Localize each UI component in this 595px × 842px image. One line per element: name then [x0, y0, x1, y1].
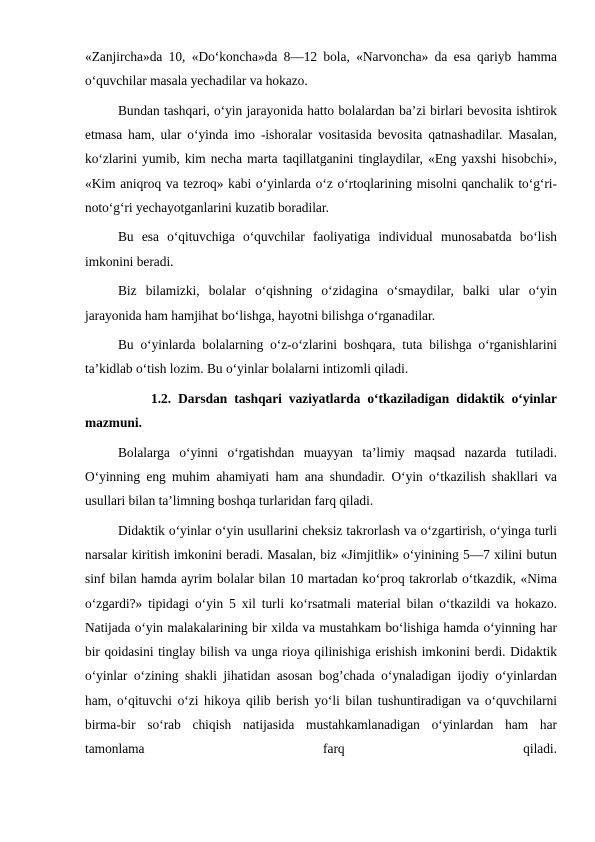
page-text	[85, 45, 557, 762]
paragraph: Didaktik o‘yinlar o‘yin usullarini cheksiz takrorlash va o‘zgartirish, o‘yinga turli narsalar kiritish imkonini beradi. Masalan, biz «Jimjitlik» o‘yinining 5—7 xilini butun sinf bilan hamda ayrim bolalar bilan 10 martadan ko‘proq takrorlab o‘tkazdik, «Nima o‘zgardi?» tipidagi o‘yin 5 xil turli ko‘rsatmali material bilan o‘tkazildi va hokazo. Natijada o‘yin malakalarining bir xilda va mustahkam bo‘lishiga hamda o‘yinning har bir qoidasini tinglay bilish va unga rioya qilinishiga erishish imkonini berdi. Didaktik o‘yinlar o‘zining shakli jihatidan asosan bog’chada o‘ynaladigan ijodiy o‘yinlardan ham, o‘qituvchi o‘zi hikoya qilib berish yo‘li bilan tushuntiradigan va o‘quvchilarni birma-bir so‘rab chiqish natijasida mustahkamlanadigan o‘yinlardan ham har tamonlama farq qiladi.	[85, 522, 557, 757]
section-heading: 1.2. Darsdan tashqari vaziyatlarda o‘tkaziladigan didaktik o‘yinlar mazmuni.	[85, 390, 557, 431]
paragraph: Biz bilamizki, bolalar o‘qishning o‘zidagina o‘smaydilar, balki ular o‘yin jarayonida ham hamjihat bo‘lishga, hayotni bilishga o‘rganadilar.	[85, 283, 557, 323]
paragraph: Bundan tashqari, o‘yin jarayonida hatto bolalardan ba’zi birlari bevosita ishtirok etmasa ham, ular o‘yinda imo -ishoralar vositasida bevosita qatnashadilar. Masalan, ko‘zlarini yumib, kim necha marta taqillatganini tinglaydilar, «Eng yaxshi hisobchi», «Kim aniqroq va tezroq» kabi o‘yinlarda o‘z o‘rtoqlarining misolni qanchalik to‘g‘ri-noto‘g‘ri yechayotganlarini kuzatib boradilar.	[85, 102, 557, 215]
paragraph: Bu o‘yinlarda bolalarning o‘z-o‘zlarini boshqara, tuta bilishga o‘rganishlarini ta’kidlab o‘tish lozim. Bu o‘yinlar bolalarni intizomli qiladi.	[85, 337, 557, 377]
paragraph: Bu esa o‘qituvchiga o‘quvchilar faoliyatiga individual munosabatda bo‘lish imkonini beradi.	[85, 229, 557, 269]
paragraph: Bolalarga o‘yinni o‘rgatishdan muayyan ta’limiy maqsad nazarda tutiladi. O‘yinning eng muhim ahamiyati ham ana shundadir. O‘yin o‘tkazilish shakllari va usullari bilan ta’limning boshqa turlaridan farq qiladi.	[85, 444, 557, 509]
paragraph: «Zanjircha»da 10, «Do‘koncha»da 8—12 bola, «Narvoncha» da esa qariyb hamma o‘quvchilar masala yechadilar va hokazo.	[85, 49, 557, 89]
